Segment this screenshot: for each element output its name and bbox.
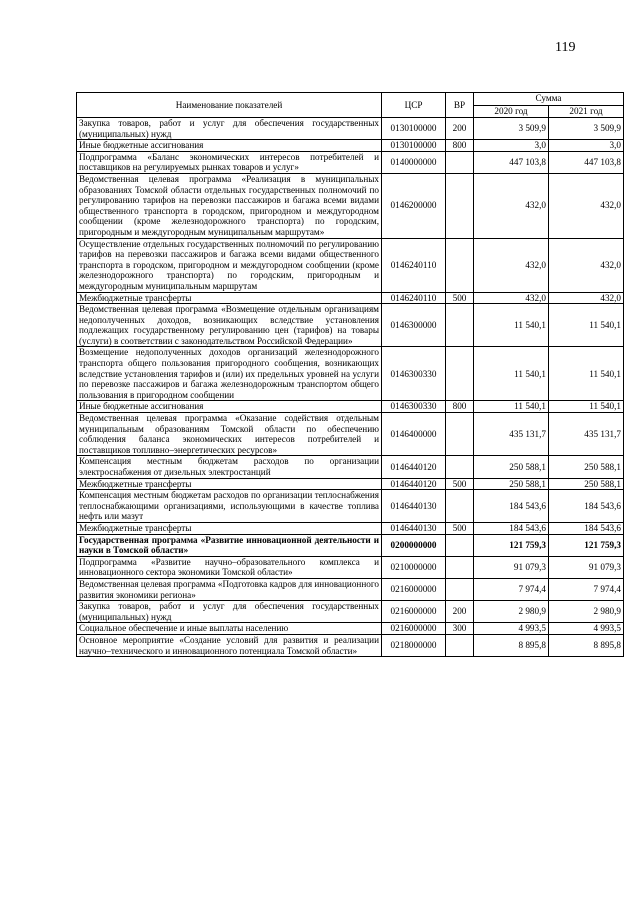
cell-csr: 0146300000 (382, 304, 446, 347)
cell-csr: 0146300330 (382, 401, 446, 413)
cell-sum-2021: 11 540,1 (549, 347, 624, 401)
cell-sum-2020: 3 509,9 (474, 118, 549, 140)
cell-sum-2021: 435 131,7 (549, 413, 624, 456)
cell-vr: 500 (446, 522, 474, 534)
cell-csr: 0200000000 (382, 534, 446, 556)
cell-vr: 800 (446, 401, 474, 413)
header-sum: Сумма (474, 93, 624, 106)
cell-vr (446, 456, 474, 478)
cell-name: Межбюджетные трансферты (77, 478, 382, 490)
cell-name: Компенсация местным бюджетам расходов по организации теплоснабжения теплоснабжающими организациями, использующими в качестве топлива нефть или мазут (77, 490, 382, 523)
table-row (77, 634, 624, 656)
cell-sum-2021: 8 895,8 (549, 634, 624, 656)
cell-sum-2020: 7 974,4 (474, 578, 549, 600)
cell-sum-2021: 184 543,6 (549, 522, 624, 534)
cell-sum-2020: 184 543,6 (474, 522, 549, 534)
cell-csr: 0210000000 (382, 556, 446, 578)
cell-sum-2021: 3,0 (549, 140, 624, 152)
cell-csr: 0146240110 (382, 238, 446, 292)
cell-csr: 0140000000 (382, 151, 446, 173)
cell-vr (446, 238, 474, 292)
cell-csr: 0146200000 (382, 173, 446, 238)
cell-sum-2021: 2 980,9 (549, 601, 624, 623)
cell-vr: 500 (446, 478, 474, 490)
cell-csr: 0130100000 (382, 140, 446, 152)
cell-vr (446, 534, 474, 556)
header-year-2020: 2020 год (474, 105, 549, 118)
page-number: 119 (555, 40, 576, 55)
cell-name: Закупка товаров, работ и услуг для обеспечения государственных (муниципальных) нужд (77, 118, 382, 140)
cell-name: Иные бюджетные ассигнования (77, 140, 382, 152)
cell-sum-2020: 11 540,1 (474, 347, 549, 401)
header-vr: ВР (446, 93, 474, 118)
table-row (77, 118, 624, 140)
table-row (77, 347, 624, 401)
table-row (77, 456, 624, 478)
cell-sum-2020: 250 588,1 (474, 456, 549, 478)
cell-sum-2021: 3 509,9 (549, 118, 624, 140)
cell-name: Социальное обеспечение и иные выплаты населению (77, 623, 382, 635)
cell-name: Ведомственная целевая программа «Оказание содействия отдельным муниципальным образованиям Томской области по обеспечению соблюдения баланса экономических интересов потребителей и поставщиков топливно–энергетических ресурсов» (77, 413, 382, 456)
table-row (77, 401, 624, 413)
cell-vr (446, 634, 474, 656)
cell-sum-2020: 432,0 (474, 173, 549, 238)
cell-name: Ведомственная целевая программа «Подготовка кадров для инновационного развития экономики региона» (77, 578, 382, 600)
table-row (77, 173, 624, 238)
cell-sum-2021: 432,0 (549, 173, 624, 238)
table-body (77, 118, 624, 657)
cell-csr: 0216000000 (382, 623, 446, 635)
cell-sum-2021: 121 759,3 (549, 534, 624, 556)
cell-sum-2021: 11 540,1 (549, 304, 624, 347)
table-row (77, 140, 624, 152)
table-row (77, 292, 624, 304)
table-header (77, 93, 624, 118)
cell-sum-2021: 447 103,8 (549, 151, 624, 173)
cell-vr: 200 (446, 118, 474, 140)
cell-csr: 0216000000 (382, 601, 446, 623)
cell-vr (446, 304, 474, 347)
cell-vr (446, 556, 474, 578)
cell-name: Межбюджетные трансферты (77, 292, 382, 304)
cell-sum-2020: 91 079,3 (474, 556, 549, 578)
table-row (77, 151, 624, 173)
cell-csr: 0146440130 (382, 490, 446, 523)
cell-name: Возмещение недополученных доходов организаций железнодорожного транспорта общего пользования пригородного сообщения, возникающих вследствие установления тарифов и (или) их предельных уровней на услуги по перевозке пассажиров и багажа железнодорожным транспортом общего пользования в пригородном сообщении (77, 347, 382, 401)
cell-csr: 0146440120 (382, 478, 446, 490)
cell-sum-2021: 11 540,1 (549, 401, 624, 413)
table-row (77, 534, 624, 556)
header-year-2021: 2021 год (549, 105, 624, 118)
table-row (77, 578, 624, 600)
cell-sum-2021: 4 993,5 (549, 623, 624, 635)
cell-csr: 0218000000 (382, 634, 446, 656)
cell-vr: 200 (446, 601, 474, 623)
table-row (77, 601, 624, 623)
table-row (77, 623, 624, 635)
cell-vr (446, 151, 474, 173)
cell-sum-2021: 432,0 (549, 292, 624, 304)
cell-sum-2020: 121 759,3 (474, 534, 549, 556)
cell-sum-2020: 432,0 (474, 238, 549, 292)
header-name: Наименование показателей (77, 93, 382, 118)
cell-sum-2021: 184 543,6 (549, 490, 624, 523)
cell-name: Ведомственная целевая программа «Возмещение отдельным организациям недополученных доходов, возникающих вследствие установления подлежащих государственному регулированию цен (тарифов) на товары (услуги) в соответствии с законодательством Российской Федерации» (77, 304, 382, 347)
budget-table (76, 92, 624, 657)
cell-csr: 0146440130 (382, 522, 446, 534)
cell-sum-2020: 250 588,1 (474, 478, 549, 490)
table-row (77, 304, 624, 347)
table-row (77, 413, 624, 456)
cell-name: Иные бюджетные ассигнования (77, 401, 382, 413)
table-row (77, 556, 624, 578)
cell-sum-2020: 3,0 (474, 140, 549, 152)
cell-vr (446, 347, 474, 401)
cell-sum-2020: 11 540,1 (474, 401, 549, 413)
cell-name: Компенсация местным бюджетам расходов по организации электроснабжения от дизельных электростанций (77, 456, 382, 478)
cell-csr: 0216000000 (382, 578, 446, 600)
table-row (77, 238, 624, 292)
cell-csr: 0146440120 (382, 456, 446, 478)
table-row (77, 490, 624, 523)
table-row (77, 522, 624, 534)
table-row (77, 478, 624, 490)
cell-csr: 0146400000 (382, 413, 446, 456)
cell-sum-2020: 2 980,9 (474, 601, 549, 623)
cell-vr (446, 413, 474, 456)
cell-csr: 0146300330 (382, 347, 446, 401)
cell-sum-2021: 7 974,4 (549, 578, 624, 600)
cell-name: Государственная программа «Развитие инновационной деятельности и науки в Томской области» (77, 534, 382, 556)
cell-name: Основное мероприятие «Создание условий для развития и реализации научно–технического и инновационного потенциала Томской области» (77, 634, 382, 656)
cell-vr (446, 578, 474, 600)
cell-sum-2020: 4 993,5 (474, 623, 549, 635)
cell-csr: 0130100000 (382, 118, 446, 140)
cell-sum-2020: 8 895,8 (474, 634, 549, 656)
cell-sum-2021: 432,0 (549, 238, 624, 292)
cell-name: Осуществление отдельных государственных полномочий по регулированию тарифов на перевозки пассажиров и багажа всеми видами общественного транспорта в городском, пригородном и междугородном сообщении (кроме железнодорожного транспорта) по городским, пригородным и междугородным муниципальным маршрутам (77, 238, 382, 292)
cell-csr: 0146240110 (382, 292, 446, 304)
cell-sum-2021: 250 588,1 (549, 456, 624, 478)
cell-sum-2020: 11 540,1 (474, 304, 549, 347)
cell-vr (446, 490, 474, 523)
header-csr: ЦСР (382, 93, 446, 118)
cell-name: Закупка товаров, работ и услуг для обеспечения государственных (муниципальных) нужд (77, 601, 382, 623)
cell-name: Межбюджетные трансферты (77, 522, 382, 534)
cell-vr (446, 173, 474, 238)
cell-sum-2021: 91 079,3 (549, 556, 624, 578)
cell-name: Ведомственная целевая программа «Реализация в муниципальных образованиях Томской области отдельных государственных полномочий по регулированию тарифов на перевозки пассажиров и багажа всеми видами общественного транспорта в городском, пригородном и междугородном сообщении (кроме железнодорожного транспорта) по городским, пригородным и междугородным муниципальным маршрутам» (77, 173, 382, 238)
cell-sum-2020: 432,0 (474, 292, 549, 304)
cell-sum-2021: 250 588,1 (549, 478, 624, 490)
cell-sum-2020: 184 543,6 (474, 490, 549, 523)
cell-name: Подпрограмма «Баланс экономических интересов потребителей и поставщиков на регулируемых рынках товаров и услуг» (77, 151, 382, 173)
cell-sum-2020: 435 131,7 (474, 413, 549, 456)
cell-vr: 800 (446, 140, 474, 152)
cell-vr: 500 (446, 292, 474, 304)
cell-sum-2020: 447 103,8 (474, 151, 549, 173)
cell-name: Подпрограмма «Развитие научно–образовательного комплекса и инновационного сектора экономики Томской области» (77, 556, 382, 578)
cell-vr: 300 (446, 623, 474, 635)
